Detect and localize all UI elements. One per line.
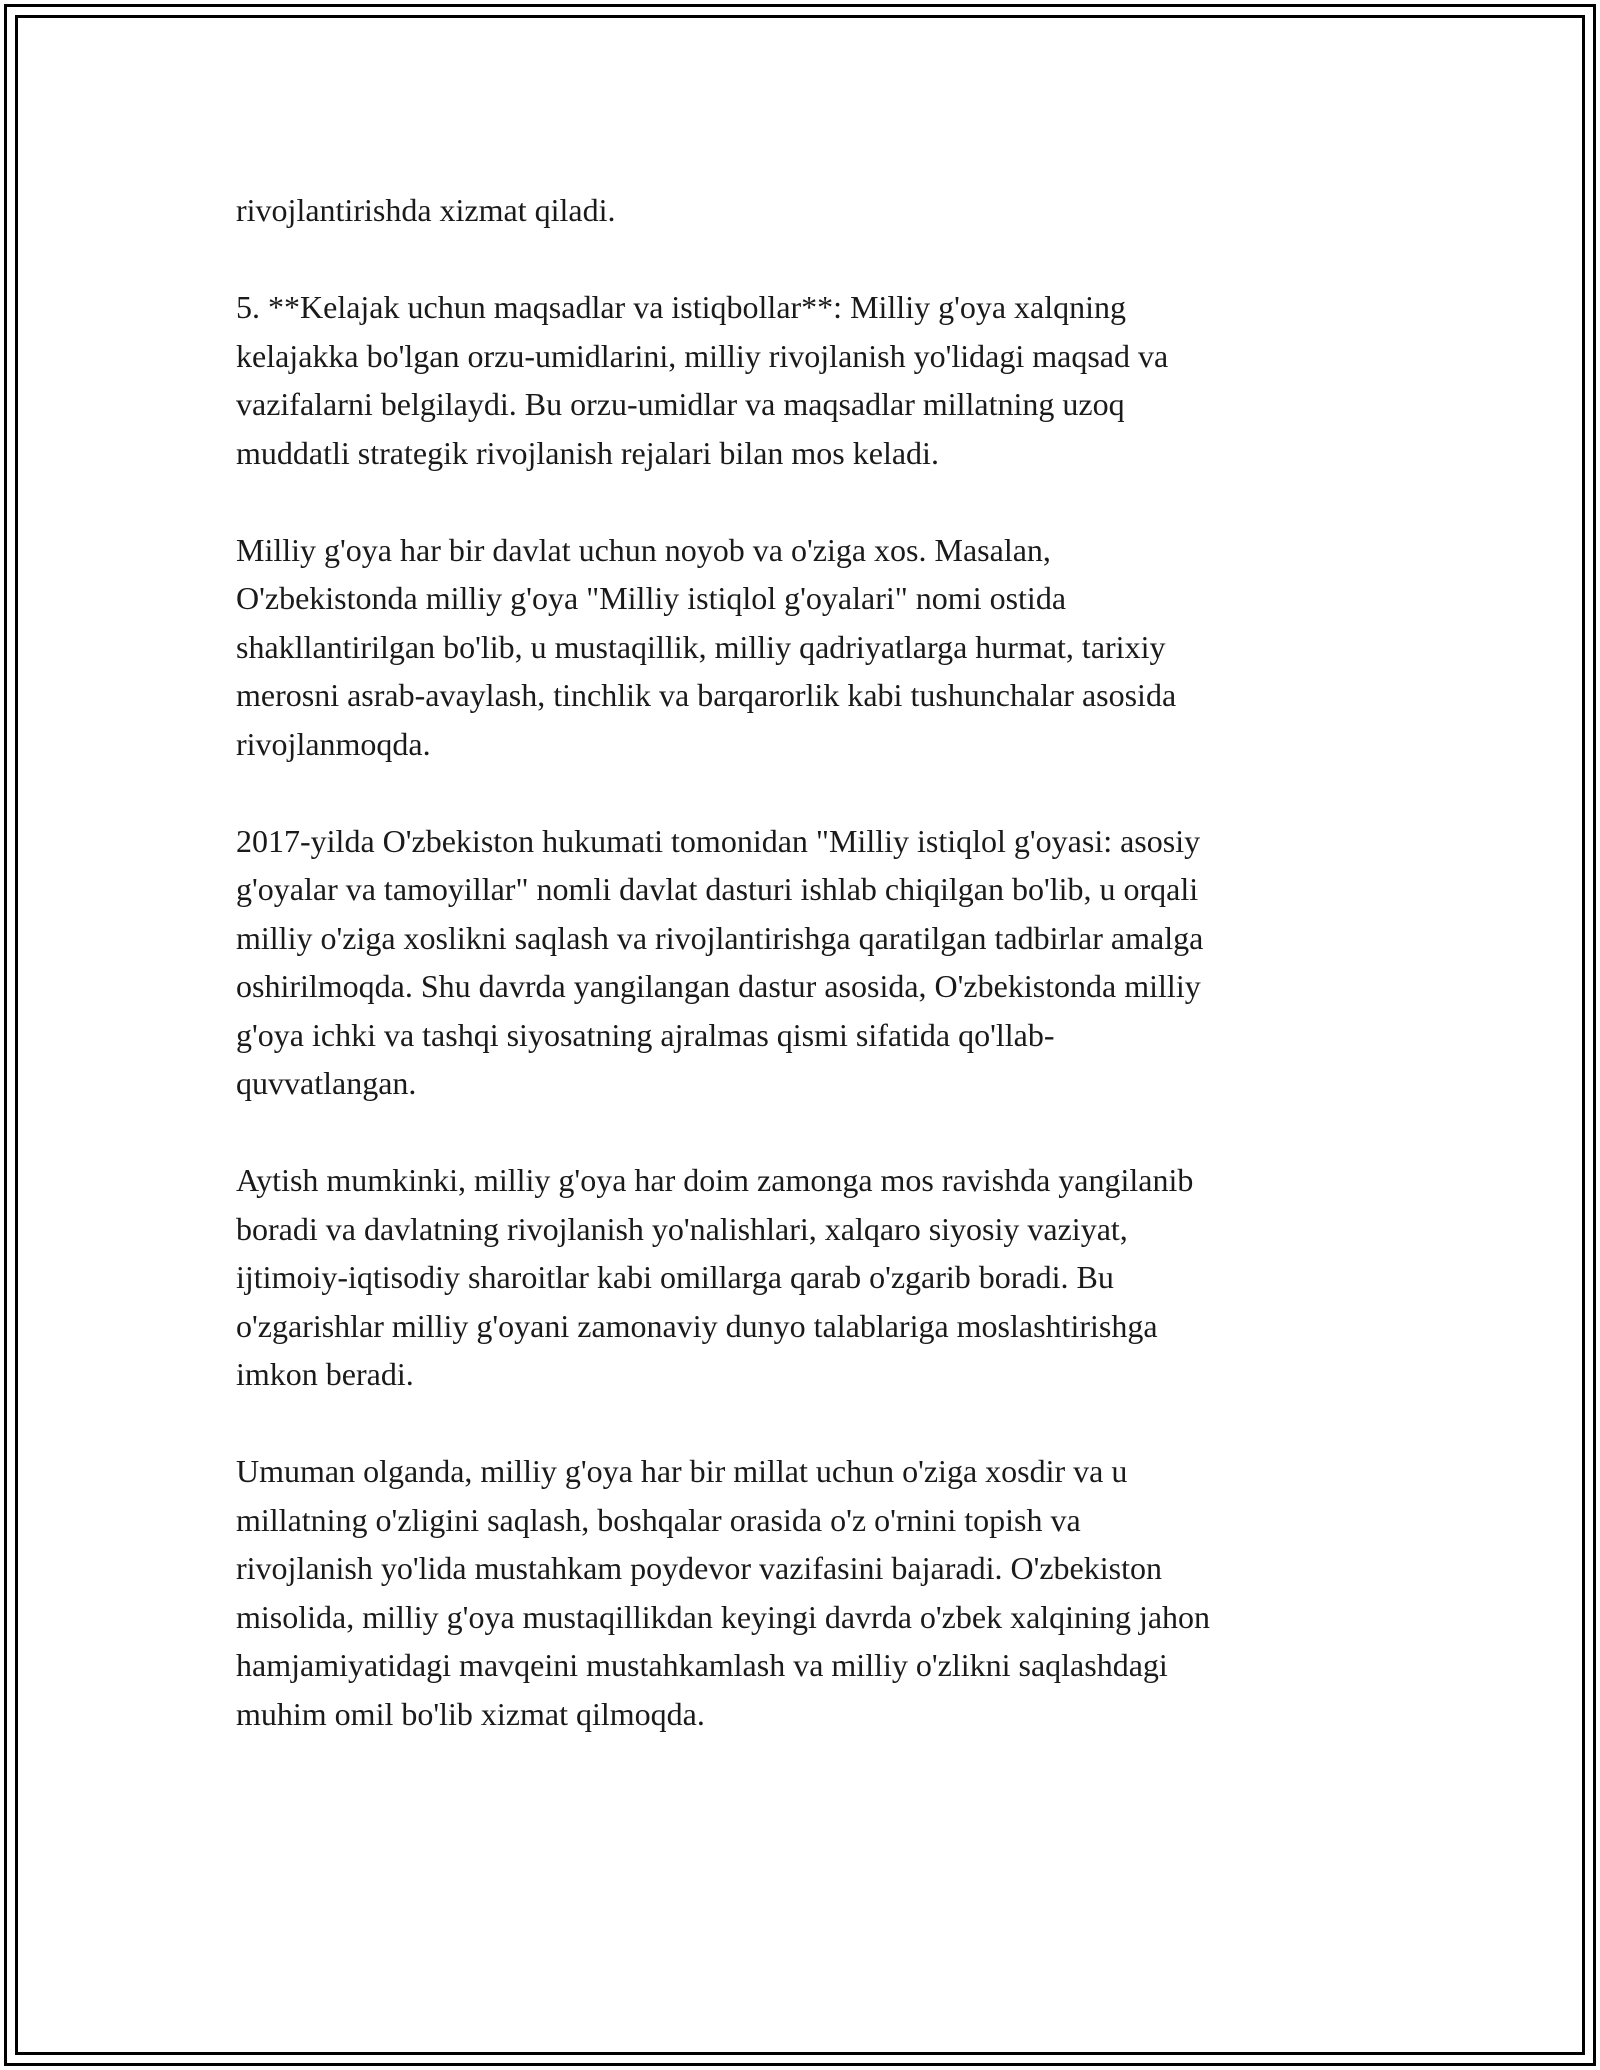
text-line: vazifalarni belgilaydi. Bu orzu-umidlar va maqsadlar millatning uzoq [236, 386, 1125, 422]
text-line: Milliy g'oya har bir davlat uchun noyob va o'ziga xos. Masalan, [236, 531, 1051, 568]
paragraph-unique-idea [236, 526, 1386, 769]
text-line: rivojlanmoqda. [236, 725, 431, 762]
paragraph-state-program [236, 817, 1386, 1108]
text-line: muhim omil bo'lib xizmat qilmoqda. [236, 1695, 705, 1732]
paragraph-future-goals [236, 283, 1386, 477]
text-line: merosni asrab-avaylash, tinchlik va barqarorlik kabi tushunchalar asosida [236, 677, 1177, 713]
text-line: g'oyalar va tamoyillar" nomli davlat dasturi ishlab chiqilgan bo'lib, u orqali [236, 871, 1199, 907]
text-line: oshirilmoqda. Shu davrda yangilangan dastur asosida, O'zbekistonda milliy [236, 968, 1201, 1004]
paragraph-continuation [236, 186, 1386, 235]
text-line: rivojlantirishda xizmat qiladi. [236, 192, 616, 228]
text-line: ijtimoiy-iqtisodiy sharoitlar kabi omillarga qarab o'zgarib boradi. Bu [236, 1259, 1114, 1295]
text-line: shakllantirilgan bo'lib, u mustaqillik, milliy qadriyatlarga hurmat, tarixiy [236, 628, 1166, 665]
text-line: 2017-yilda O'zbekiston hukumati tomonidan "Milliy istiqlol g'oyasi: asosiy [236, 822, 1201, 859]
text-line: Aytish mumkinki, milliy g'oya har doim zamonga mos ravishda yangilanib [236, 1162, 1194, 1198]
text-line: o'zgarishlar milliy g'oyani zamonaviy dunyo talablariga moslashtirishga [236, 1307, 1158, 1344]
paragraph-conclusion [236, 1447, 1386, 1738]
document-body [236, 186, 1386, 1787]
text-line: kelajakka bo'lgan orzu-umidlarini, milliy rivojlanish yo'lidagi maqsad va [236, 337, 1169, 374]
text-line: muddatli strategik rivojlanish rejalari bilan mos keladi. [236, 434, 939, 471]
text-line: imkon beradi. [236, 1356, 414, 1392]
text-line: O'zbekistonda milliy g'oya "Milliy istiqlol g'oyalari" nomi ostida [236, 580, 1067, 616]
text-line: quvvatlangan. [236, 1065, 417, 1101]
paragraph-renewal [236, 1156, 1386, 1399]
text-line: milliy o'ziga xoslikni saqlash va rivojlantirishga qaratilgan tadbirlar amalga [236, 919, 1204, 956]
text-line: hamjamiyatidagi mavqeini mustahkamlash va milliy o'zlikni saqlashdagi [236, 1647, 1168, 1683]
text-line: 5. **Kelajak uchun maqsadlar va istiqbollar**: Milliy g'oya xalqning [236, 289, 1127, 325]
text-line: misolida, milliy g'oya mustaqillikdan keyingi davrda o'zbek xalqining jahon [236, 1598, 1211, 1635]
text-line: g'oya ichki va tashqi siyosatning ajralmas qismi sifatida qo'llab- [236, 1016, 1055, 1053]
text-line: rivojlanish yo'lida mustahkam poydevor vazifasini bajaradi. O'zbekiston [236, 1550, 1162, 1586]
text-line: millatning o'zligini saqlash, boshqalar orasida o'z o'rnini topish va [236, 1501, 1081, 1538]
text-line: Umuman olganda, milliy g'oya har bir millat uchun o'ziga xosdir va u [236, 1453, 1128, 1489]
text-line: boradi va davlatning rivojlanish yo'nalishlari, xalqaro siyosiy vaziyat, [236, 1210, 1128, 1247]
